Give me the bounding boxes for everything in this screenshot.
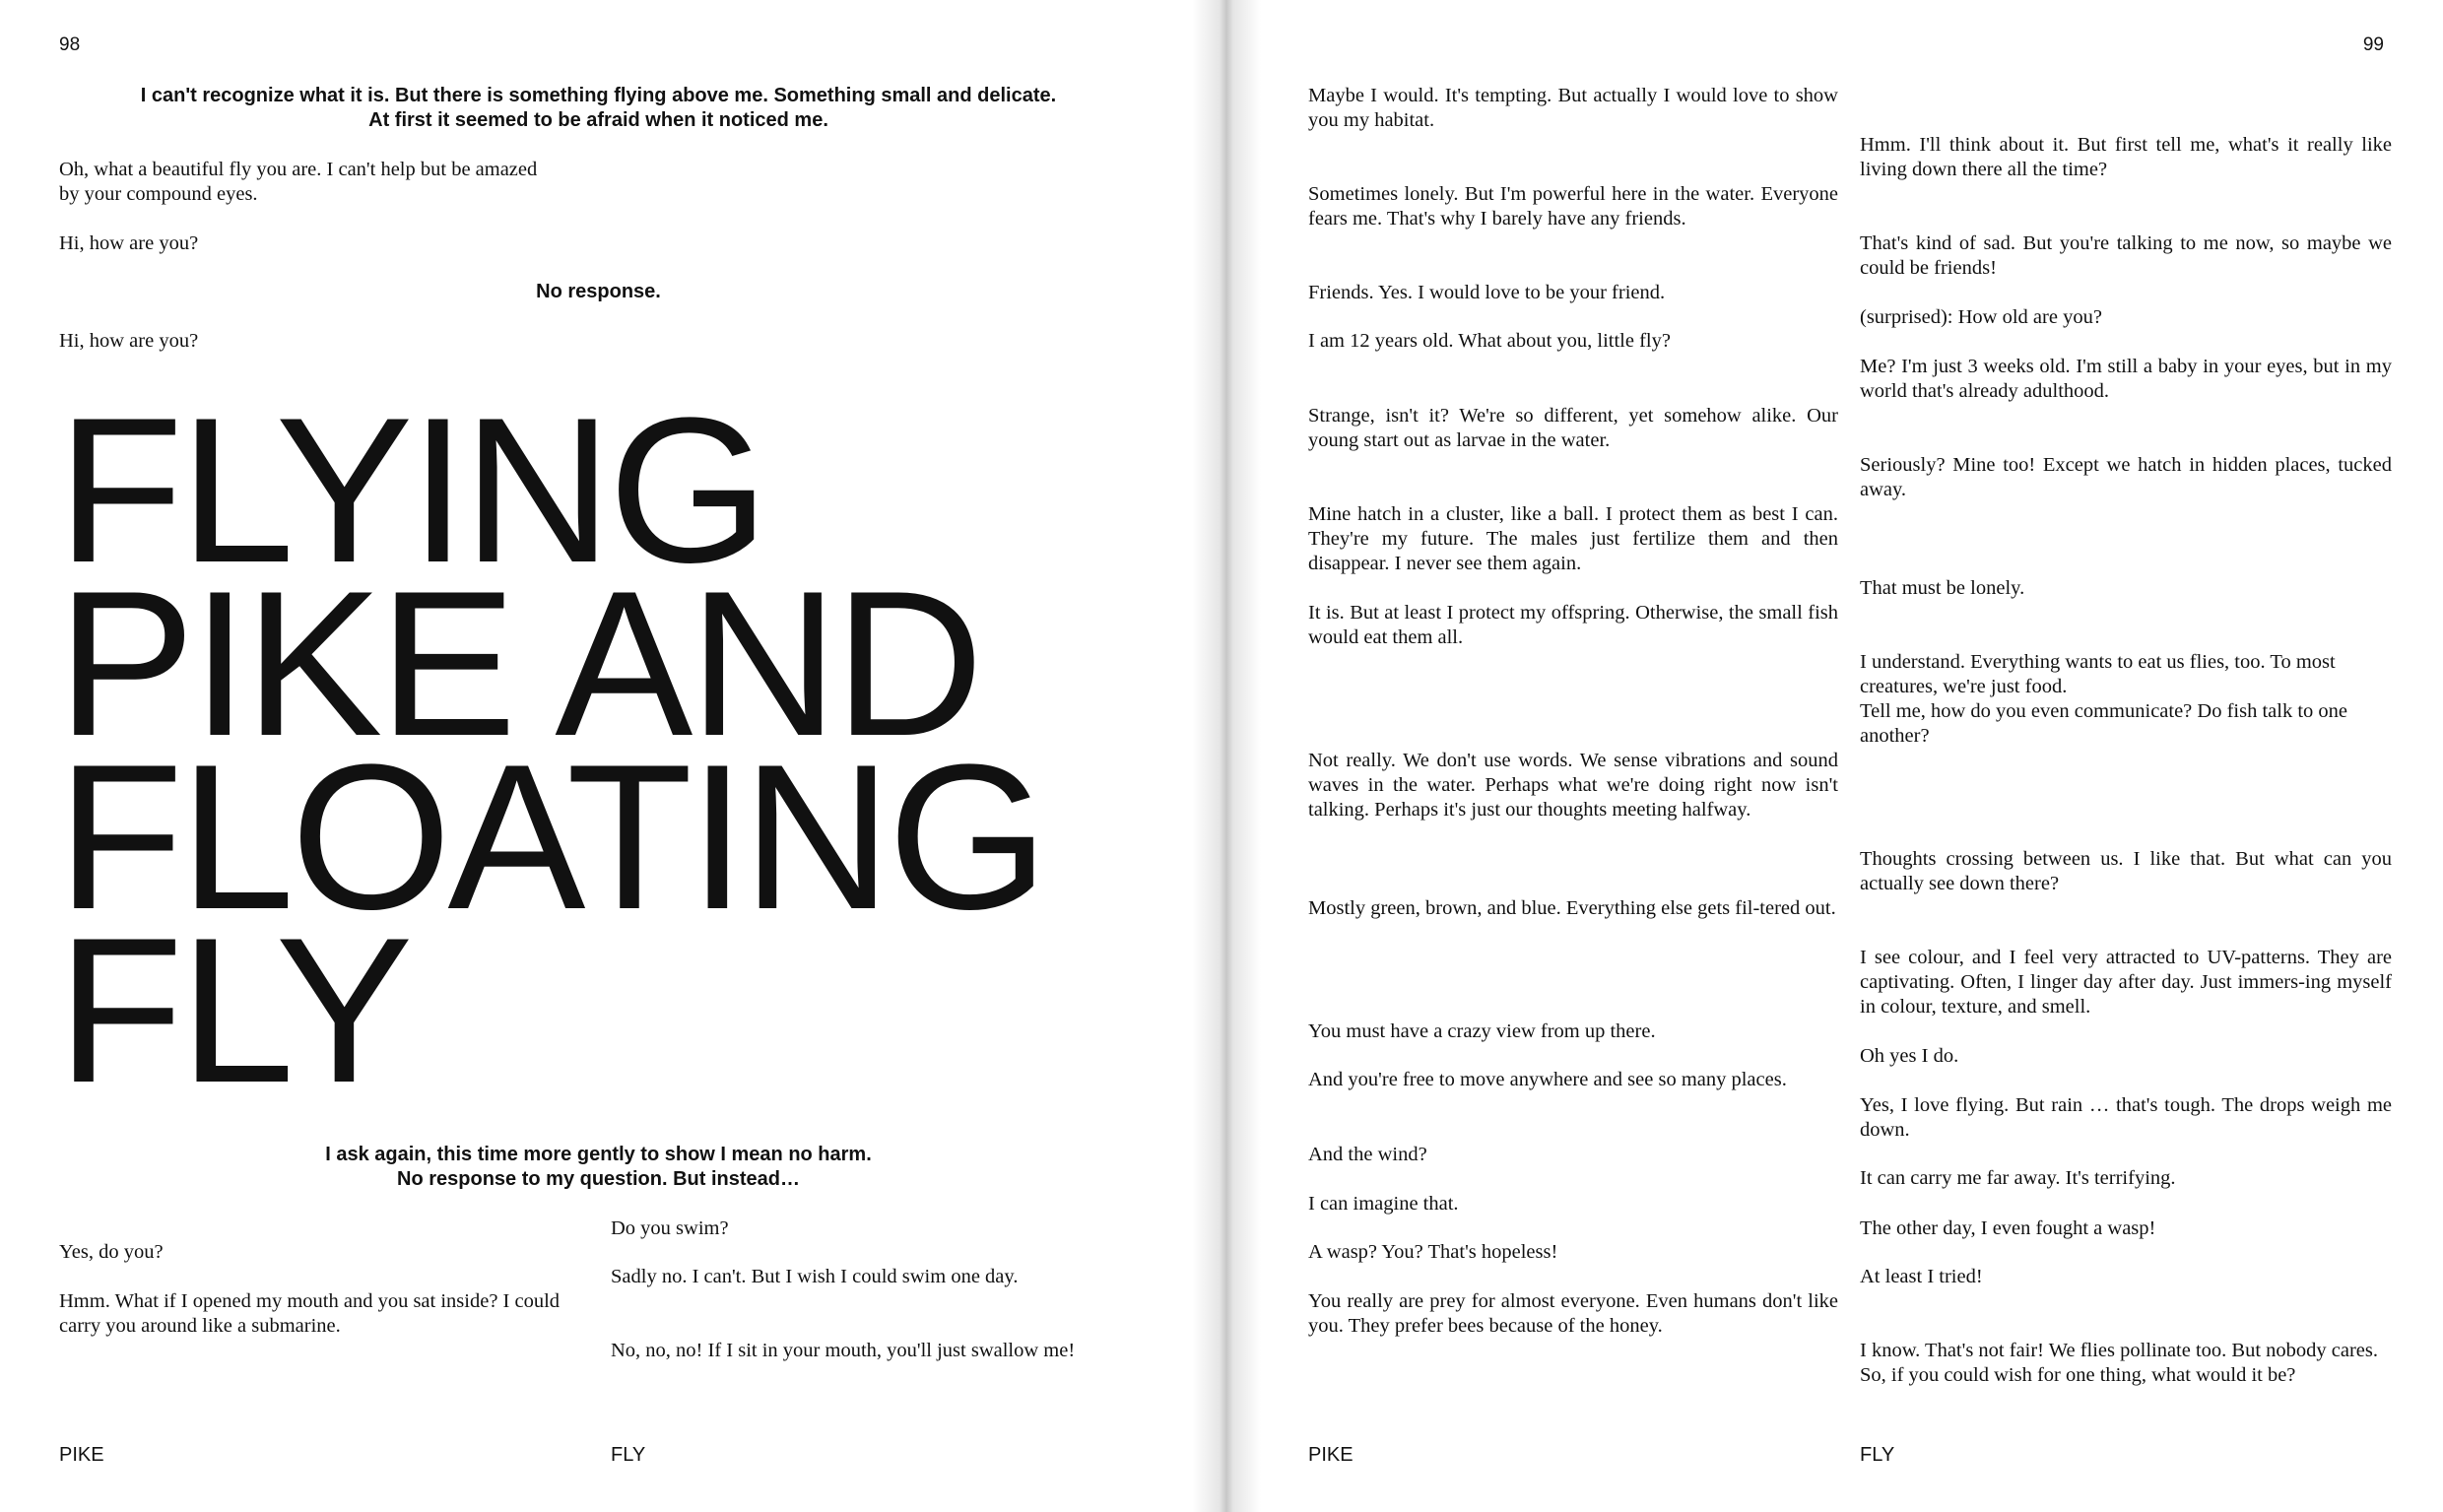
pike-line: And the wind? bbox=[1308, 1144, 1427, 1165]
fly-line: That's kind of sad. But you're talking to me now, so maybe we could be friends! bbox=[1860, 232, 2392, 279]
footer-pike-label: PIKE bbox=[1308, 1444, 1354, 1466]
pike-line: I am 12 years old. What about you, little fly? bbox=[1308, 330, 1671, 352]
pike-line: Oh, what a beautiful fly you are. I can't help but be amazed by your compound eyes. bbox=[59, 159, 538, 205]
fly-line: (surprised): How old are you? bbox=[1860, 306, 2102, 328]
fly-line: Sadly no. I can't. But I wish I could swim one day. bbox=[611, 1266, 1019, 1287]
pike-line: Maybe I would. It's tempting. But actually I would love to show you my habitat. bbox=[1308, 85, 1838, 131]
footer-fly-label: FLY bbox=[1860, 1444, 1895, 1466]
pike-line: Friends. Yes. I would love to be your friend. bbox=[1308, 282, 1666, 303]
pike-line: It is. But at least I protect my offspring. Otherwise, the small fish would eat them all. bbox=[1308, 602, 1838, 648]
pike-line: Hi, how are you? bbox=[59, 330, 199, 352]
pike-line: Mostly green, brown, and blue. Everything else gets fil-tered out. bbox=[1308, 897, 1836, 919]
pike-line: You really are prey for almost everyone. Even humans don't like you. They prefer bees because of the honey. bbox=[1308, 1290, 1838, 1337]
chapter-title: FLYING PIKE AND FLOATING FLY bbox=[57, 374, 1045, 1126]
narration-bottom: I ask again, this time more gently to show I mean no harm. No response to my question. But instead… bbox=[325, 1144, 872, 1190]
right-page bbox=[1222, 0, 2443, 1512]
fly-line: Thoughts crossing between us. I like that. But what can you actually see down there? bbox=[1860, 848, 2392, 894]
pike-line: Sometimes lonely. But I'm powerful here in the water. Everyone fears me. That's why I barely have any friends. bbox=[1308, 183, 1838, 230]
fly-line: At least I tried! bbox=[1860, 1266, 1983, 1287]
fly-line: Oh yes I do. bbox=[1860, 1045, 1959, 1067]
fly-line: That must be lonely. bbox=[1860, 577, 2025, 599]
fly-line: It can carry me far away. It's terrifying. bbox=[1860, 1167, 2176, 1189]
fly-line: Me? I'm just 3 weeks old. I'm still a baby in your eyes, but in my world that's already adulthood. bbox=[1860, 356, 2392, 402]
pike-line: Strange, isn't it? We're so different, yet somehow alike. Our young start out as larvae in the water. bbox=[1308, 405, 1838, 451]
fly-line: I see colour, and I feel very attracted to UV-patterns. They are captivating. Often, I linger day after day. Just immers-ing myself in colour, texture, and smell. bbox=[1860, 947, 2392, 1018]
pike-line: Yes, do you? bbox=[59, 1241, 164, 1263]
pike-line: Mine hatch in a cluster, like a ball. I protect them as best I can. They're my future. The males just fertilize them and then disappear. I never see them again. bbox=[1308, 503, 1838, 574]
narration-no-response: No response. bbox=[536, 281, 661, 302]
fly-line: Yes, I love flying. But rain … that's tough. The drops weigh me down. bbox=[1860, 1094, 2392, 1141]
page-number: 99 bbox=[2362, 34, 2384, 55]
pike-line: Hi, how are you? bbox=[59, 232, 199, 254]
footer-pike-label: PIKE bbox=[59, 1444, 104, 1466]
page-number: 98 bbox=[59, 34, 81, 55]
fly-line: Do you swim? bbox=[611, 1217, 729, 1239]
narration-top: I can't recognize what it is. But there is something flying above me. Something small and delicate. At first it seemed to be afraid when it noticed me. bbox=[140, 85, 1057, 131]
fly-line: I understand. Everything wants to eat us flies, too. To most creatures, we're just food. Tell me, how do you even communicate? Do fish talk to one another? bbox=[1860, 651, 2347, 747]
pike-line: I can imagine that. bbox=[1308, 1193, 1459, 1215]
footer-fly-label: FLY bbox=[611, 1444, 646, 1466]
pike-line: You must have a crazy view from up there. bbox=[1308, 1020, 1656, 1042]
pike-line: Hmm. What if I opened my mouth and you sat inside? I could carry you around like a submarine. bbox=[59, 1290, 561, 1337]
pike-line: Not really. We don't use words. We sense vibrations and sound waves in the water. Perhaps what we're doing right now isn't talking. Perhaps it's just our thoughts meeting halfway. bbox=[1308, 750, 1838, 821]
fly-line: Hmm. I'll think about it. But first tell me, what's it really like living down there all the time? bbox=[1860, 134, 2392, 180]
fly-line: Seriously? Mine too! Except we hatch in hidden places, tucked away. bbox=[1860, 454, 2392, 500]
pike-line: A wasp? You? That's hopeless! bbox=[1308, 1241, 1558, 1263]
fly-line: No, no, no! If I sit in your mouth, you'll just swallow me! bbox=[611, 1340, 1076, 1361]
fly-line: The other day, I even fought a wasp! bbox=[1860, 1217, 2156, 1239]
pike-line: And you're free to move anywhere and see so many places. bbox=[1308, 1069, 1787, 1090]
fly-line: I know. That's not fair! We flies pollinate too. But nobody cares. So, if you could wish for one thing, what would it be? bbox=[1860, 1340, 2379, 1386]
